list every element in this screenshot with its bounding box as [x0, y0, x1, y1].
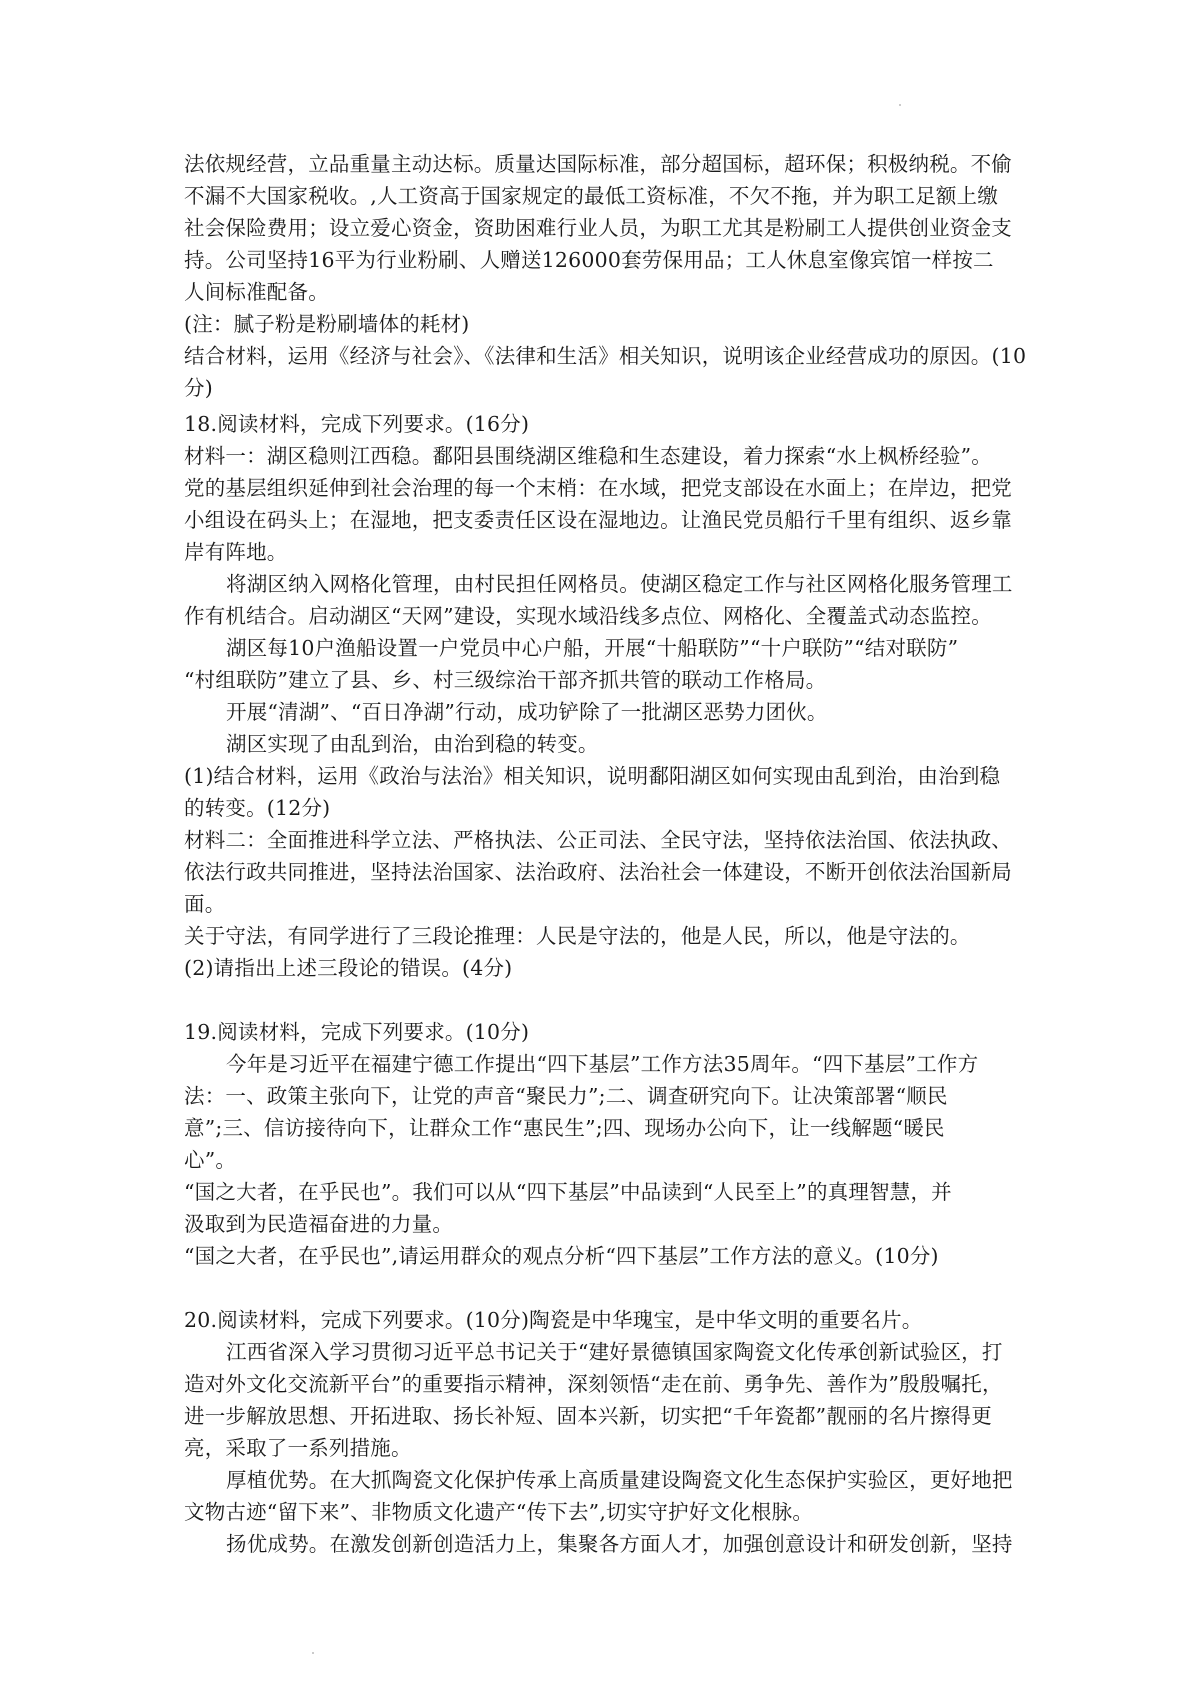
text-line: 法依规经营，立品重量主动达标。质量达国际标准，部分超国标，超环保；积极纳税。不偷 [184, 152, 1012, 176]
paragraph-line: 将湖区纳入网格化管理，由村民担任网格员。使湖区稳定工作与社区网格化服务管理工 [226, 572, 1013, 596]
text-line: 面。 [184, 892, 226, 916]
question-prompt: 分) [184, 376, 213, 400]
text-line: “村组联防”建立了县、乡、村三级综治干部齐抓共管的联动工作格局。 [184, 668, 827, 692]
paragraph-line: 江西省深入学习贯彻习近平总书记关于“建好景德镇国家陶瓷文化传承创新试验区，打 [226, 1340, 1003, 1364]
paragraph-line: 厚植优势。在大抓陶瓷文化保护传承上高质量建设陶瓷文化生态保护实验区，更好地把 [226, 1468, 1013, 1492]
question-prompt: (2)请指出上述三段论的错误。(4分) [184, 956, 513, 980]
question-19-heading: 19.阅读材料，完成下列要求。(10分) [184, 1020, 530, 1044]
text-line: 作有机结合。启动湖区“天网”建设，实现水域沿线多点位、网格化、全覆盖式动态监控。 [184, 604, 992, 628]
question-18-heading: 18.阅读材料，完成下列要求。(16分) [184, 412, 530, 436]
text-line: 汲取到为民造福奋进的力量。 [184, 1212, 454, 1236]
paragraph-line: 开展“清湖”、“百日净湖”行动，成功铲除了一批湖区恶势力团伙。 [226, 700, 828, 724]
text-line: “国之大者，在乎民也”。我们可以从“四下基层”中品读到“人民至上”的真理智慧，并 [184, 1180, 952, 1204]
question-prompt: 的转变。(12分) [184, 796, 331, 820]
paragraph-line: 湖区每10户渔船设置一户党员中心户船，开展“十船联防”“十户联防”“结对联防” [226, 636, 959, 660]
question-prompt: “国之大者，在乎民也”,请运用群众的观点分析“四下基层”工作方法的意义。(10分) [184, 1244, 939, 1268]
text-line: 材料二：全面推进科学立法、严格执法、公正司法、全民守法，坚持依法治国、依法执政、 [184, 828, 1012, 852]
text-line: 文物古迹“留下来”、非物质文化遗产“传下去”,切实守护好文化根脉。 [184, 1500, 814, 1524]
text-line: 心”。 [184, 1148, 237, 1172]
text-line: 小组设在码头上；在湿地，把支委责任区设在湿地边。让渔民党员船行千里有组织、返乡靠 [184, 508, 1012, 532]
question-20-heading: 20.阅读材料，完成下列要求。(10分)陶瓷是中华瑰宝，是中华文明的重要名片。 [184, 1308, 923, 1332]
paragraph-line: 湖区实现了由乱到治，由治到稳的转变。 [226, 732, 599, 756]
text-line: 党的基层组织延伸到社会治理的每一个末梢：在水域，把党支部设在水面上；在岸边，把党 [184, 476, 1012, 500]
text-line: 材料一：湖区稳则江西稳。鄱阳县围绕湖区维稳和生态建设，着力探索“水上枫桥经验”。 [184, 444, 992, 468]
text-line: 关于守法，有同学进行了三段论推理：人民是守法的，他是人民，所以，他是守法的。 [184, 924, 971, 948]
note-line: (注：腻子粉是粉刷墙体的耗材) [184, 312, 470, 336]
question-prompt: 结合材料，运用《经济与社会》、《法律和生活》相关知识，说明该企业经营成功的原因。(10 [184, 344, 1027, 368]
text-line: 社会保险费用；设立爱心资金，资助困难行业人员，为职工尤其是粉刷工人提供创业资金支 [184, 216, 1012, 240]
text-line: 亮，采取了一系列措施。 [184, 1436, 412, 1460]
text-line: 造对外文化交流新平台”的重要指示精神，深刻领悟“走在前、勇争先、善作为”殷殷嘱托， [184, 1372, 1003, 1396]
text-line: 人间标准配备。 [184, 280, 329, 304]
paragraph-line: 今年是习近平在福建宁德工作提出“四下基层”工作方法35周年。“四下基层”工作方 [226, 1052, 979, 1076]
text-line: 依法行政共同推进，坚持法治国家、法治政府、法治社会一体建设，不断开创依法治国新局 [184, 860, 1012, 884]
text-line: 进一步解放思想、开拓进取、扬长补短、固本兴新，切实把“千年瓷都”靓丽的名片擦得更 [184, 1404, 992, 1428]
paragraph-line: 扬优成势。在激发创新创造活力上，集聚各方面人才，加强创意设计和研发创新，坚持 [226, 1532, 1013, 1556]
text-line: 岸有阵地。 [184, 540, 288, 564]
scan-speck [312, 1652, 314, 1654]
text-line: 法：一、政策主张向下，让党的声音“聚民力”;二、调查研究向下。让决策部署“顺民 [184, 1084, 948, 1108]
text-line: 意”;三、信访接待向下，让群众工作“惠民生”;四、现场办公向下，让一线解题“暖民 [184, 1116, 945, 1140]
question-prompt: (1)结合材料，运用《政治与法治》相关知识，说明鄱阳湖区如何实现由乱到治，由治到稳 [184, 764, 1001, 788]
text-line: 不漏不大国家税收。,人工资高于国家规定的最低工资标准，不欠不拖，并为职工足额上缴 [184, 184, 999, 208]
text-line: 持。公司坚持16平为行业粉刷、人赠送126000套劳保用品；工人休息室像宾馆一样按二 [184, 248, 994, 272]
scan-speck [899, 104, 901, 106]
